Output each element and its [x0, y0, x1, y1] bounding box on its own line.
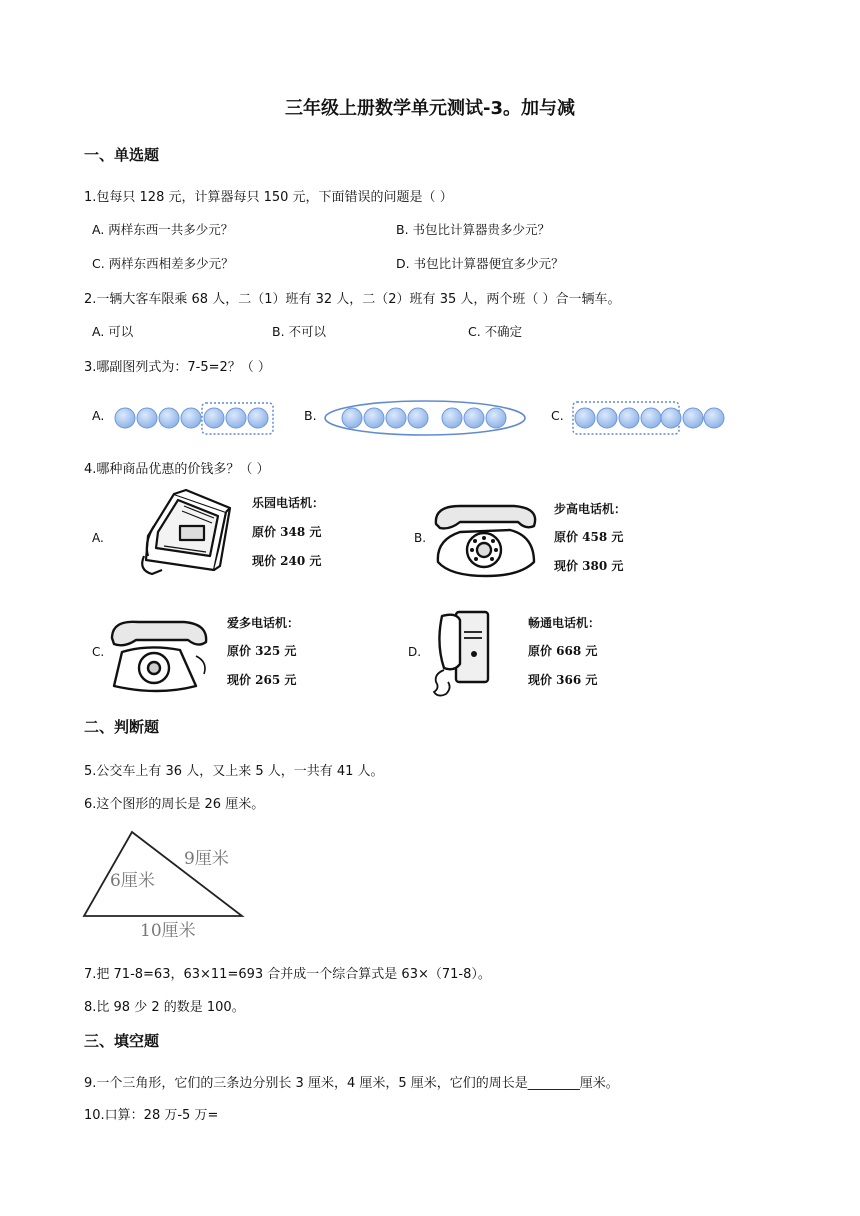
q2-option-c[interactable]: C. 不确定	[468, 324, 523, 339]
dial-phone-icon	[108, 616, 212, 696]
q3-figure-b	[322, 398, 528, 438]
fax-phone-icon	[134, 486, 234, 580]
q1-option-b[interactable]: B. 书包比计算器贵多少元？	[396, 222, 551, 237]
q3-figure-a	[110, 398, 280, 438]
q4-a-current-price: 现价 240 元	[252, 554, 322, 568]
section-heading-fill-blank: 三、填空题	[84, 1032, 160, 1050]
triangle-side-label-left: 6厘米	[110, 871, 155, 891]
question-9: 9.一个三角形，它们的三条边分别长 3 厘米，4 厘米，5 厘米，它们的周长是________厘米。	[84, 1076, 619, 1091]
q3-option-c-label[interactable]: C.	[551, 408, 564, 423]
q2-option-b[interactable]: B. 不可以	[272, 324, 327, 339]
section-heading-single-choice: 一、单选题	[84, 146, 160, 164]
q4-b-original-price: 原价 458 元	[554, 530, 624, 544]
question-2: 2.一辆大客车限乘 68 人，二（1）班有 32 人，二（2）班有 35 人，两个班（ ）合一辆车。	[84, 292, 621, 307]
question-7: 7.把 71-8=63，63×11=693 合并成一个综合算式是 63×（71-8）。	[84, 967, 491, 982]
q1-option-a[interactable]: A. 两样东西一共多少元？	[92, 222, 234, 237]
q4-b-current-price: 现价 380 元	[554, 559, 624, 573]
q4-c-original-price: 原价 325 元	[227, 644, 297, 658]
question-10: 10.口算：28 万-5 万=	[84, 1108, 219, 1123]
q4-d-current-price: 现价 366 元	[528, 673, 598, 687]
q4-option-c-label[interactable]: C.	[92, 645, 105, 659]
q4-option-a-label[interactable]: A.	[92, 531, 104, 545]
section-heading-true-false: 二、判断题	[84, 718, 160, 736]
q2-option-a[interactable]: A. 可以	[92, 324, 134, 339]
q1-option-d[interactable]: D. 书包比计算器便宜多少元？	[396, 256, 564, 271]
question-8: 8.比 98 少 2 的数是 100。	[84, 1000, 245, 1015]
q3-option-b-label[interactable]: B.	[304, 408, 317, 423]
q3-option-a-label[interactable]: A.	[92, 408, 105, 423]
question-6: 6.这个图形的周长是 26 厘米。	[84, 797, 265, 812]
question-4: 4.哪种商品优惠的价钱多？（ ）	[84, 462, 270, 477]
q4-option-d-label[interactable]: D.	[408, 645, 422, 659]
q4-d-original-price: 原价 668 元	[528, 644, 598, 658]
q4-c-current-price: 现价 265 元	[227, 673, 297, 687]
triangle-side-label-right: 9厘米	[184, 849, 229, 869]
triangle-side-label-bottom: 10厘米	[140, 921, 196, 941]
q3-figure-c	[570, 398, 736, 438]
q4-c-name: 爱多电话机：	[227, 616, 300, 630]
page-title: 三年级上册数学单元测试-3。加与减	[285, 98, 575, 119]
q4-option-b-label[interactable]: B.	[414, 531, 427, 545]
rotary-phone-icon	[430, 500, 542, 580]
q1-option-c[interactable]: C. 两样东西相差多少元？	[92, 256, 234, 271]
question-1: 1.包每只 128 元，计算器每只 150 元，下面错误的问题是（ ）	[84, 190, 453, 205]
question-3: 3.哪副图列式为：7-5=2？（ ）	[84, 360, 271, 375]
q4-a-name: 乐园电话机：	[252, 496, 325, 510]
wall-phone-icon	[430, 608, 494, 700]
question-5: 5.公交车上有 36 人，又上来 5 人，一共有 41 人。	[84, 764, 384, 779]
q4-d-name: 畅通电话机：	[528, 616, 601, 630]
q4-b-name: 步高电话机：	[554, 502, 627, 516]
q4-a-original-price: 原价 348 元	[252, 525, 322, 539]
